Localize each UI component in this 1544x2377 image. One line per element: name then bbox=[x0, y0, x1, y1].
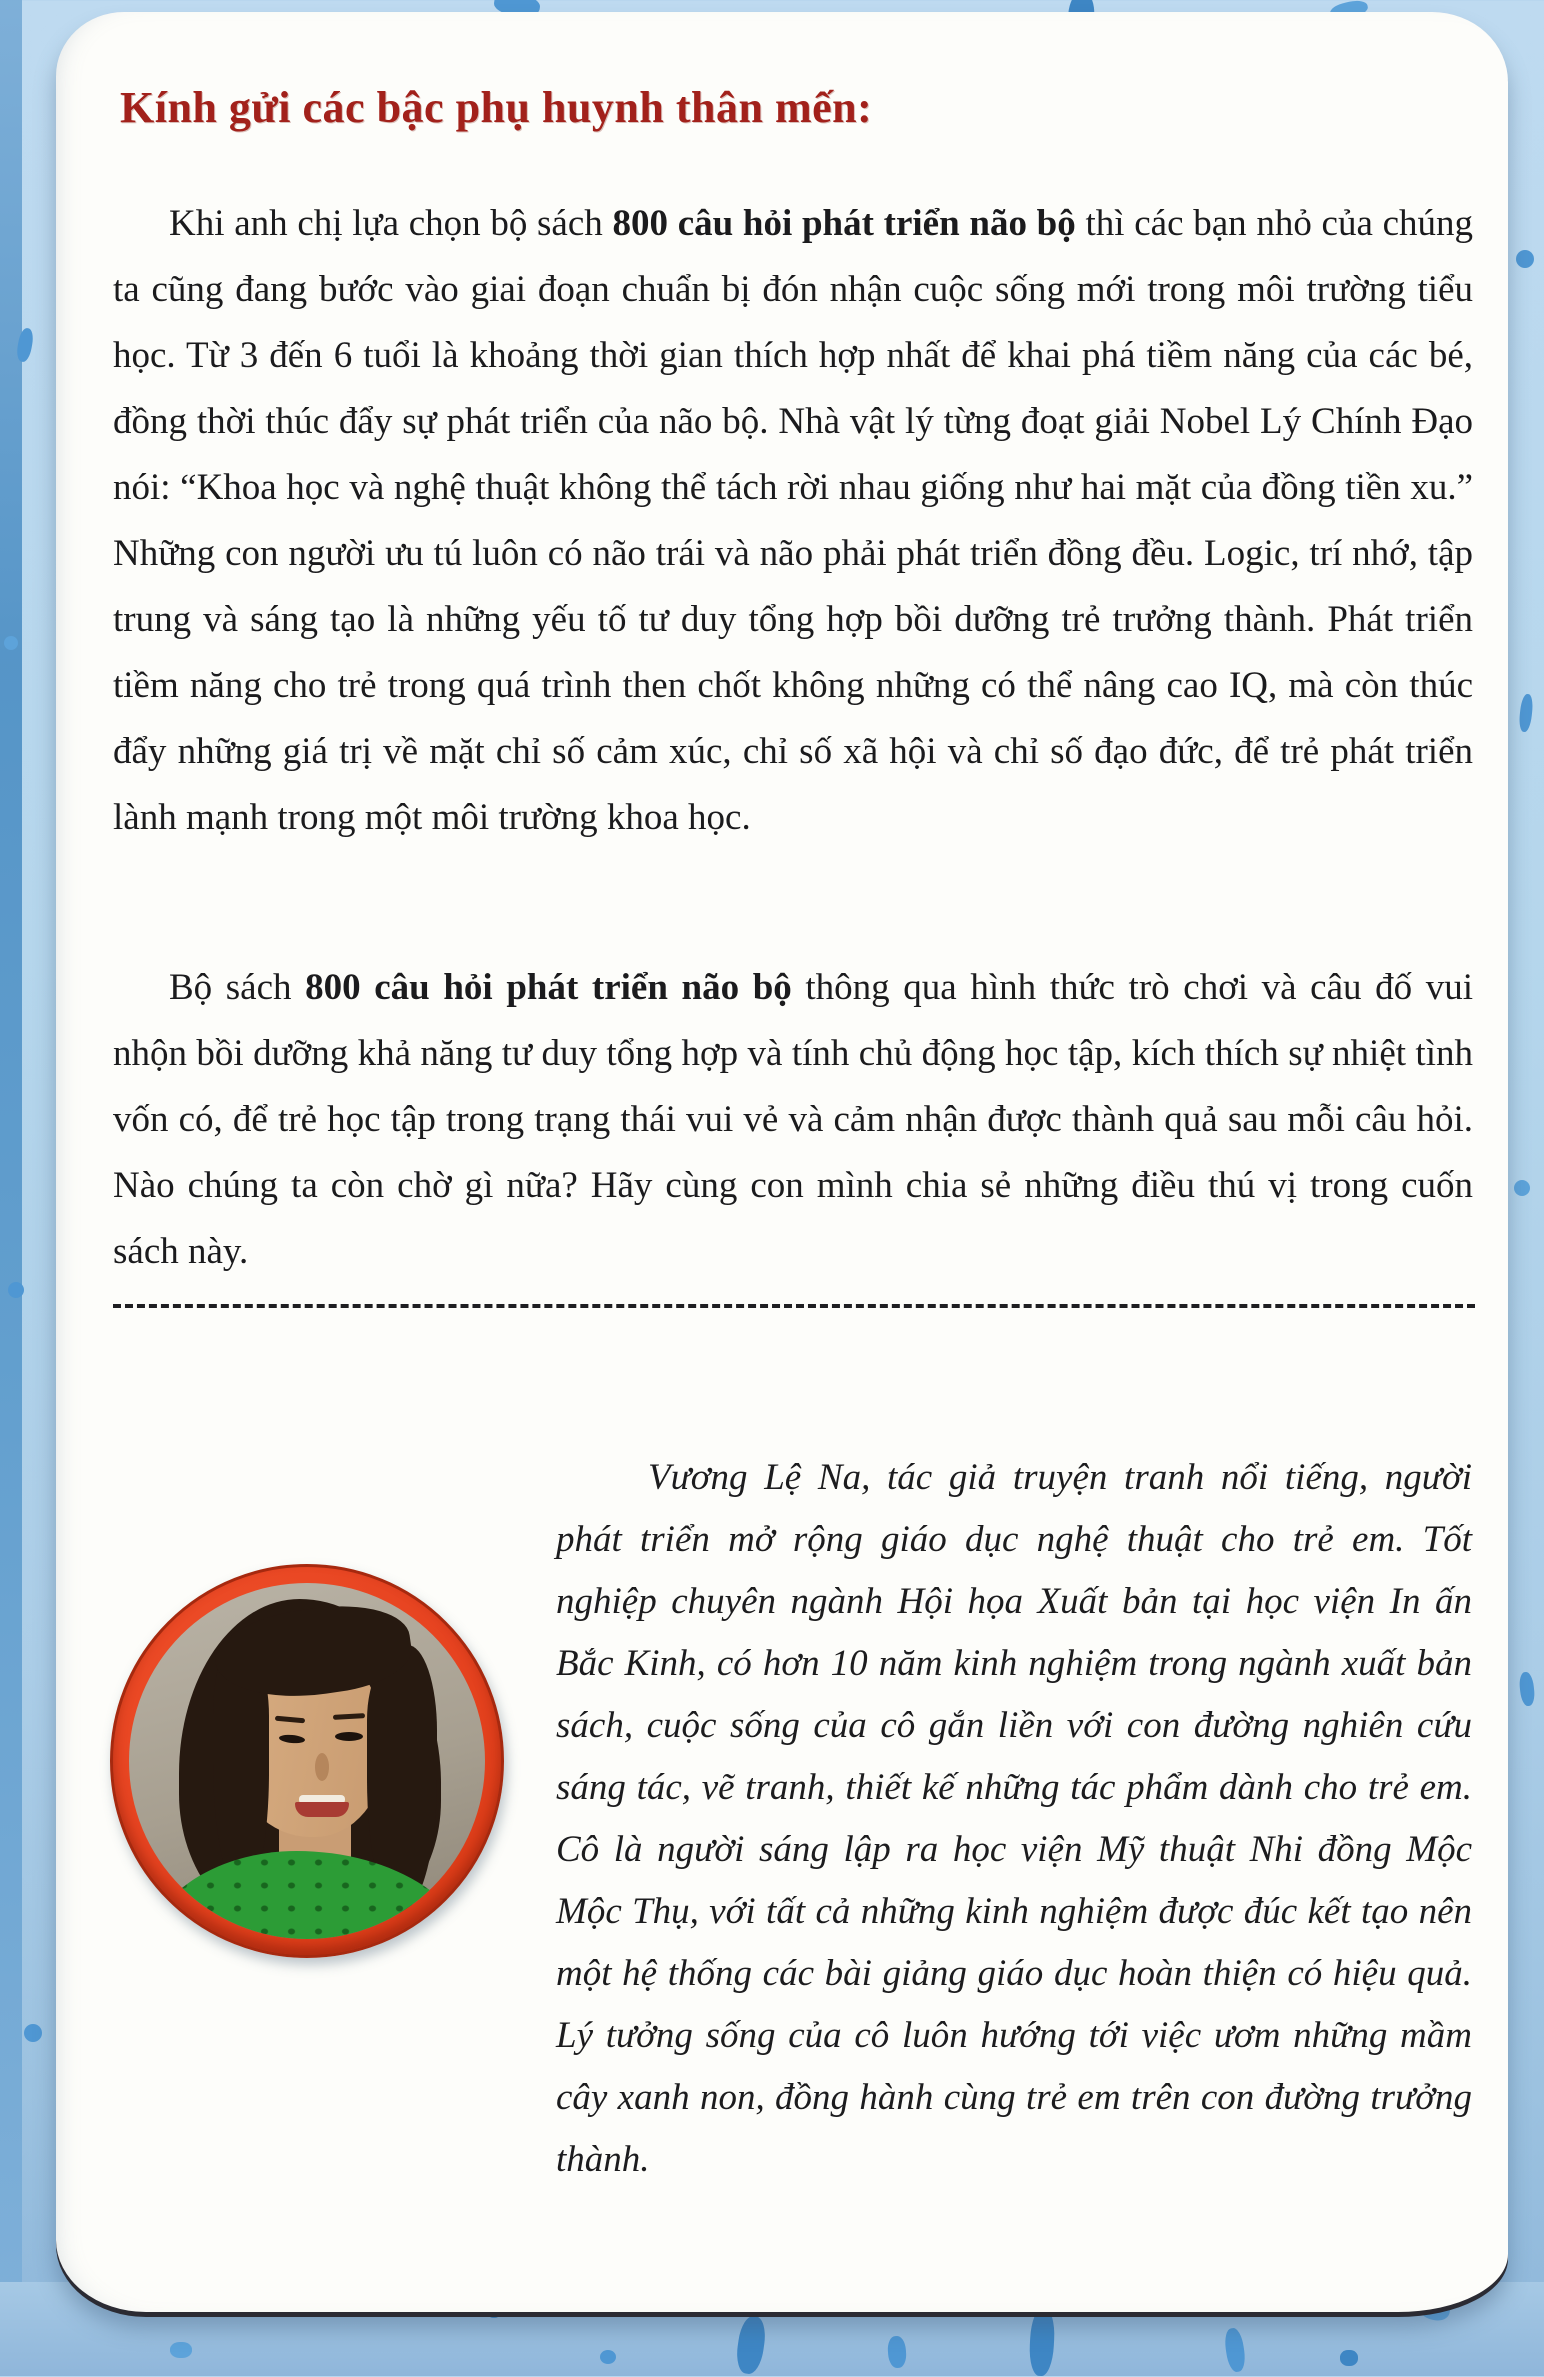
background-doodle bbox=[600, 2350, 616, 2364]
paragraph-1-rest: thì các bạn nhỏ của chúng ta cũng đang bước vào giai đoạn chuẩn bị đón nhận cuộc sống mới trong môi trường tiểu học. Từ 3 đến 6 tuổi là khoảng thời gian thích hợp nhất để khai phá tiềm năng của các bé, đồng thời thúc đẩy sự phát triển của não bộ. Nhà vật lý từng đoạt giải Nobel Lý Chính Đạo nói: “Khoa học và nghệ thuật không thể tách rời nhau giống như hai mặt của đồng tiền xu.” Những con người ưu tú luôn có não trái và não phải phát triển đồng đều. Logic, trí nhớ, tập trung và sáng tạo là những yếu tố tư duy tổng hợp bồi dưỡng trẻ trưởng thành. Phát triển tiềm năng cho trẻ trong quá trình then chốt không những có thể nâng cao IQ, mà còn thúc đẩy những giá trị về mặt chỉ số cảm xúc, chỉ số xã hội và chỉ số đạo đức, để trẻ phát triển lành mạnh trong một môi trường khoa học. bbox=[113, 203, 1473, 838]
background-doodle bbox=[1516, 250, 1534, 268]
background-doodle bbox=[24, 2024, 42, 2042]
paragraph-2-lead: Bộ sách bbox=[169, 967, 306, 1008]
portrait-lips bbox=[295, 1802, 349, 1817]
background-doodle bbox=[8, 1282, 24, 1298]
background-doodle bbox=[170, 2342, 192, 2358]
background-doodle bbox=[1340, 2350, 1358, 2366]
book-title-bold: 800 câu hỏi phát triển não bộ bbox=[612, 203, 1076, 244]
paragraph-2-rest: thông qua hình thức trò chơi và câu đố vui nhộn bồi dưỡng khả năng tư duy tổng hợp và tính chủ động học tập, kích thích sự nhiệt tình vốn có, để trẻ học tập trong trạng thái vui vẻ và cảm nhận được thành quả sau mỗi câu hỏi. Nào chúng ta còn chờ gì nữa? Hãy cùng con mình chia sẻ những điều thú vị trong cuốn sách này. bbox=[113, 967, 1474, 1272]
content-card bbox=[56, 12, 1508, 2312]
letter-heading: Kính gửi các bậc phụ huynh thân mến: bbox=[120, 83, 873, 132]
author-portrait bbox=[129, 1583, 485, 1939]
author-bio-text: Vương Lệ Na, tác giả truyện tranh nổi tiếng, người phát triển mở rộng giáo dục nghệ thuật cho trẻ em. Tốt nghiệp chuyên ngành Hội họa Xuất bản tại học viện In ấn Bắc Kinh, có hơn 10 năm kinh nghiệm trong ngành xuất bản sách, cuộc sống của cô gắn liền với con đường nghiên cứu sáng tác, vẽ tranh, thiết kế những tác phẩm dành cho trẻ em. Cô là người sáng lập ra học viện Mỹ thuật Nhi đồng Mộc Mộc Thụ, với tất cả những kinh nghiệm được đúc kết tạo nên một hệ thống các bài giảng giáo dục hoàn thiện có hiệu quả. Lý tưởng sống của cô luôn hướng tới việc ươm những mầm cây xanh non, đồng hành cùng trẻ em trên con đường trưởng thành. bbox=[556, 1457, 1472, 2180]
background-doodle bbox=[1518, 693, 1534, 732]
dashed-divider bbox=[113, 1304, 1475, 1308]
portrait-eye bbox=[335, 1732, 363, 1741]
book-title-bold: 800 câu hỏi phát triển não bộ bbox=[305, 967, 792, 1008]
paragraph-1-lead: Khi anh chị lựa chọn bộ sách bbox=[169, 203, 613, 244]
background-doodle bbox=[1514, 1180, 1530, 1196]
background-doodle bbox=[4, 636, 18, 650]
letter-paragraph-2 bbox=[113, 955, 1473, 1285]
portrait-nose bbox=[315, 1753, 329, 1781]
author-photo bbox=[110, 1564, 504, 1958]
background-doodle bbox=[1518, 1671, 1535, 1706]
letter-paragraph-1 bbox=[113, 191, 1473, 851]
